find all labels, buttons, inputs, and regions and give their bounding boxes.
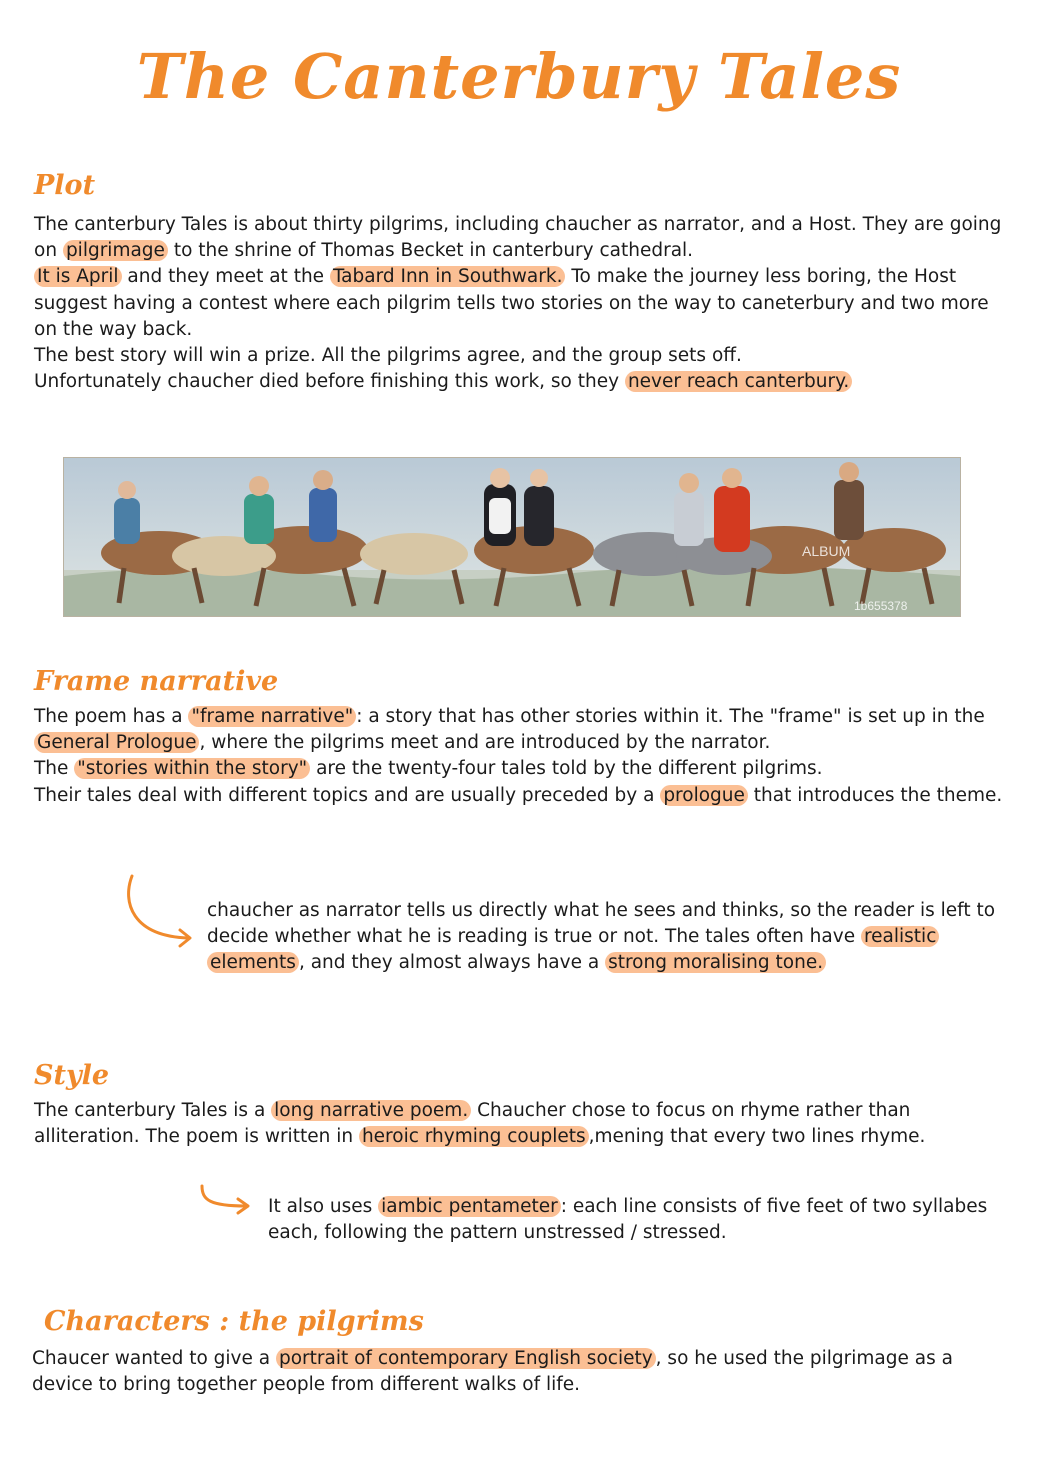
curved-arrow-icon <box>196 1184 256 1220</box>
text: are the twenty-four tales told by the different pilgrims. <box>310 758 823 780</box>
text: : each line consists of five feet of two syllabes each, following the pattern unstressed / stressed. <box>268 1196 988 1244</box>
highlight: pilgrimage <box>63 240 168 261</box>
text: The canterbury Tales is a <box>34 1100 272 1121</box>
highlight: It is April <box>34 266 122 287</box>
style-note <box>268 1194 1020 1246</box>
text: It also uses <box>268 1196 379 1217</box>
frame-narrative-note <box>207 898 1019 977</box>
frame-narrative-heading: Frame narrative <box>34 666 279 697</box>
text: to the shrine of Thomas Becket in canterbury cathedral. <box>167 240 694 262</box>
mural-illustration <box>64 458 960 616</box>
text: and they meet at the <box>121 266 330 288</box>
text: Chaucer wanted to give a <box>32 1348 276 1369</box>
text: , so he used the pilgrimage as a device to bring together people from different walks of life. <box>32 1348 953 1396</box>
highlight: "stories within the story" <box>74 758 310 779</box>
text: Chaucher chose to focus on rhyme rather than alliteration. The poem is written in <box>34 1100 911 1148</box>
characters-paragraph <box>32 1346 992 1398</box>
text: The poem has a <box>34 706 189 727</box>
style-paragraph <box>34 1098 1004 1150</box>
characters-heading: Characters : the pilgrims <box>44 1306 424 1337</box>
text: Their tales deal with different topics and are usually preceded by a <box>34 784 661 806</box>
style-heading: Style <box>34 1060 110 1091</box>
highlight: iambic pentameter <box>378 1196 561 1217</box>
watermark-album: ALBUM <box>802 543 851 559</box>
text: , where the pilgrims meet and are introduced by the narrator. <box>199 732 771 754</box>
highlight: realistic elements <box>207 926 939 973</box>
text: To make the journey less boring, the Host suggest having a contest where each pilgrim tells two stories on the way to caneterbury and two more on the way back. <box>34 266 989 340</box>
highlight: never reach canterbury. <box>625 371 852 392</box>
text: : a story that has other stories within it. The "frame" is set up in the <box>356 706 985 727</box>
text: that introduces the theme. <box>747 784 1003 806</box>
page-title: The Canterbury Tales <box>136 40 902 113</box>
frame-narrative-paragraph <box>34 704 1030 809</box>
watermark-id: 1b655378 <box>854 599 908 613</box>
highlight: prologue <box>660 785 748 806</box>
text: Unfortunately chaucher died before finishing this work, so they <box>34 371 625 393</box>
highlight: "frame narrative" <box>188 706 356 727</box>
pilgrims-mural-image <box>63 457 961 617</box>
highlight: heroic rhyming couplets <box>359 1126 589 1147</box>
highlight: General Prologue <box>34 732 199 753</box>
plot-heading: Plot <box>34 170 96 201</box>
highlight: long narrative poem. <box>271 1100 471 1121</box>
curved-arrow-icon <box>118 872 204 952</box>
highlight: Tabard Inn in Southwark. <box>330 266 566 287</box>
highlight: strong moralising tone. <box>605 952 826 973</box>
text: The canterbury Tales is about thirty pilgrims, including chaucher as narrator, and a Host. They are going on <box>34 214 1002 262</box>
text: , and they almost always have a <box>298 952 606 974</box>
text: ,mening that every two lines rhyme. <box>588 1126 926 1148</box>
highlight: portrait of contemporary English society <box>276 1348 656 1369</box>
text: The <box>34 758 75 780</box>
text: chaucher as narrator tells us directly what he sees and thinks, so the reader is left to decide whether what he is reading is true or not. The tales often have <box>207 900 996 948</box>
plot-paragraph <box>34 212 1009 395</box>
text: The best story will win a prize. All the pilgrims agree, and the group sets off. <box>34 345 742 367</box>
